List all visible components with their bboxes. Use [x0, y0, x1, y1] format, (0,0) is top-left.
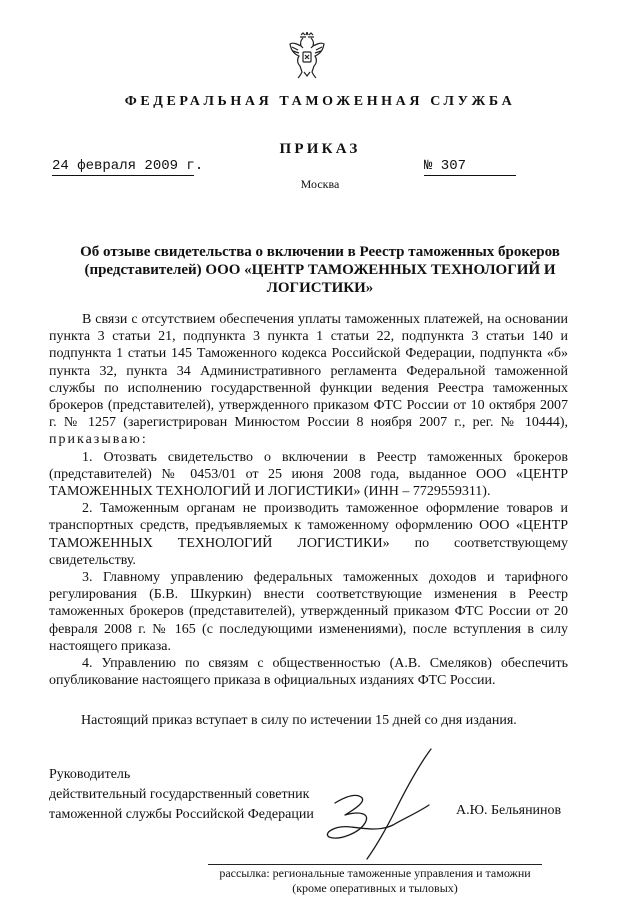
handwritten-signature: [315, 745, 455, 865]
decree-word: приказываю:: [49, 432, 148, 448]
signatory-title-line: Руководитель: [49, 767, 131, 782]
document-title: Об отзыве свидетельства о включении в Реестр таможенных брокеров (представителей) ООО «ЦЕНТР ТАМОЖЕННЫХ ТЕХНОЛОГИЙ И ЛОГИСТИКИ»: [80, 244, 560, 296]
russian-coat-of-arms-icon: [287, 32, 327, 80]
preamble-text: В связи с отсутствием обеспечения уплаты таможенных платежей, на основании пункта 3 статьи 21, подпункта 3 пункта 1 статьи 22, подпункта 3 статьи 140 и подпункта 1 статьи 145 Таможенного кодекса Российской Федерации, подпункта «б» пункта 32, пункта 34 Административного регламента Федеральной таможенной службы по исполнению государственной функции ведения Реестра таможенных брокеров (представителей), утвержденного приказом ФТС России от 10 октября 2007 г. № 1257 (зарегистрирован Минюстом России 8 ноября 2007 г., рег. № 10444),: [49, 312, 568, 431]
signatory-title-line: таможенной службы Российской Федерации: [49, 807, 314, 822]
signatory-title-line: действительный государственный советник: [49, 787, 310, 802]
order-item: 1. Отозвать свидетельство о включении в Реестр таможенных брокеров (представителей) № 0453/01 от 25 июня 2008 года, выданное ООО «ЦЕНТР ТАМОЖЕННЫХ ТЕХНОЛОГИЙ И ЛОГИСТИКИ» (ИНН – 7729559311).: [49, 449, 568, 500]
order-date: 24 февраля 2009 г.: [52, 158, 204, 174]
document-type: ПРИКАЗ: [279, 141, 361, 157]
distribution-line: (кроме оперативных и тыловых): [292, 881, 458, 895]
city: Москва: [300, 177, 340, 191]
agency-name: ФЕДЕРАЛЬНАЯ ТАМОЖЕННАЯ СЛУЖБА: [124, 94, 516, 109]
distribution-line: рассылка: региональные таможенные управления и таможни: [219, 866, 531, 880]
order-item: 2. Таможенным органам не производить таможенное оформление товаров и транспортных средств, предъявляемых к таможенному оформлению ООО «ЦЕНТР ТАМОЖЕННЫХ ТЕХНОЛОГИЙ ЛОГИСТИКИ» по соответствующему свидетельству.: [49, 501, 568, 568]
order-item: 3. Главному управлению федеральных таможенных доходов и тарифного регулирования (Б.В. Шкуркин) внести соответствующие изменения в Реестр таможенных брокеров (представителей), утвержденный приказом ФТС России от 20 февраля 2008 г. № 165 (с последующими изменениями), после вступления в силу настоящего приказа.: [49, 570, 568, 654]
order-item: 4. Управлению по связям с общественностью (А.В. Смеляков) обеспечить опубликование настоящего приказа в официальных изданиях ФТС России.: [49, 656, 568, 689]
effective-date-clause: Настоящий приказ вступает в силу по истечении 15 дней со дня издания.: [81, 713, 517, 728]
document-body: [49, 311, 568, 689]
preamble-paragraph: [49, 311, 568, 449]
signatory-name: А.Ю. Бельянинов: [456, 803, 562, 818]
distribution-list: [205, 866, 545, 896]
signatory-title: [49, 765, 314, 825]
order-number: № 307: [424, 157, 516, 176]
divider: [208, 864, 542, 865]
